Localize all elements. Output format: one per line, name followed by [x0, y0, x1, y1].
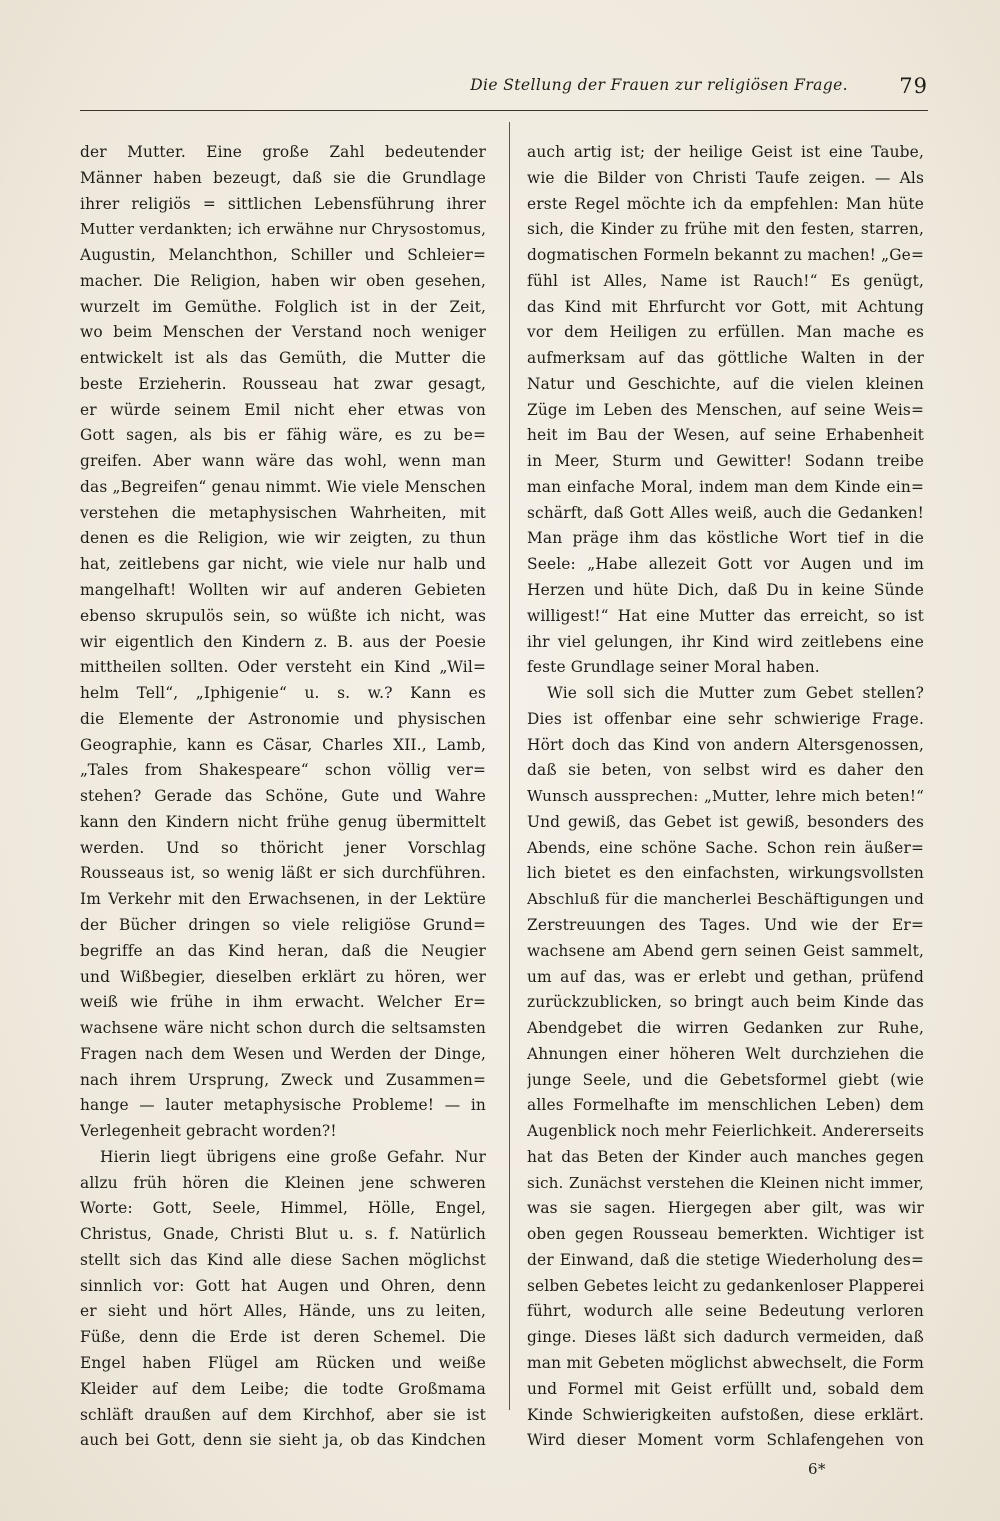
text-line: der Bücher dringen so viele religiöse Grund= — [80, 915, 486, 934]
text-line: Verlegenheit gebracht worden?! — [80, 1122, 337, 1141]
text-line: und Formel mit Geist erfüllt und, sobald dem — [527, 1379, 924, 1398]
text-line: lich bietet es den einfachsten, wirkungsvollsten — [527, 864, 924, 883]
text-line: selben Gebetes leicht zu gedankenloser Plapperei — [527, 1276, 924, 1295]
text-line: Zerstreuungen des Tages. Und wie der Er= — [527, 915, 924, 934]
text-line: er würde seinem Emil nicht eher etwas von — [80, 400, 486, 419]
text-line: hange — lauter metaphysische Probleme! — in — [80, 1096, 486, 1115]
text-line: hat, zeitlebens gar nicht, wie viele nur halb und — [80, 555, 486, 574]
text-line: er sieht und hört Alles, Hände, uns zu leiten, — [80, 1302, 486, 1321]
text-line: Züge im Leben des Menschen, auf seine Weis= — [527, 400, 924, 419]
text-line: Mutter verdankten; ich erwähne nur Chrysostomus, — [80, 220, 486, 239]
text-line: Hierin liegt übrigens eine große Gefahr. Nur — [100, 1147, 486, 1166]
page-number: 79 — [899, 74, 928, 98]
text-line: um auf das, was er erlebt und gethan, prüfend — [527, 967, 924, 986]
right-text-column — [527, 140, 924, 1450]
text-line: erste Regel möchte ich da empfehlen: Man hüte — [527, 194, 924, 213]
text-line: „Tales from Shakespeare“ schon völlig ver= — [80, 761, 486, 780]
text-line: Rousseaus ist, so wenig läßt er sich durchführen. — [80, 864, 486, 883]
running-title: Die Stellung der Frauen zur religiösen Frage. — [470, 76, 848, 94]
text-line: stellt sich das Kind alle diese Sachen möglichst — [80, 1250, 486, 1269]
text-line: kann den Kindern nicht frühe genug übermittelt — [80, 812, 486, 831]
text-line: vor dem Heiligen zu erfüllen. Man mache es — [527, 323, 924, 342]
text-line: Abends, eine schöne Sache. Schon rein äußer= — [527, 838, 924, 857]
text-line: Gott sagen, als bis er fähig wäre, es zu be= — [80, 426, 486, 445]
text-line: Worte: Gott, Seele, Himmel, Hölle, Engel, — [80, 1199, 486, 1218]
text-line: greifen. Aber wann wäre das wohl, wenn man — [80, 452, 486, 471]
text-line: stehen? Gerade das Schöne, Gute und Wahre — [80, 787, 486, 806]
text-line: helm Tell“, „Iphigenie“ u. s. w.? Kann es — [80, 684, 486, 703]
text-line: Hört doch das Kind von andern Altersgenossen, — [527, 735, 924, 754]
text-line: führt, wodurch alle seine Bedeutung verloren — [527, 1302, 924, 1321]
text-line: wir eigentlich den Kindern z. B. aus der Poesie — [80, 632, 486, 651]
text-line: aufmerksam auf das göttliche Walten in der — [527, 349, 924, 368]
text-line: Dies ist offenbar eine sehr schwierige Frage. — [527, 709, 924, 728]
text-line: man mit Gebeten möglichst abwechselt, die Form — [527, 1353, 924, 1372]
text-line: mangelhaft! Wollten wir auf anderen Gebieten — [80, 581, 486, 600]
text-line: ginge. Dieses läßt sich dadurch vermeiden, daß — [527, 1328, 924, 1347]
text-line: Herzen und hüte Dich, daß Du in keine Sünde — [527, 581, 924, 600]
text-line: alles Formelhafte im menschlichen Leben) dem — [527, 1096, 924, 1115]
text-line: dogmatischen Formeln bekannt zu machen! „Ge= — [527, 246, 924, 265]
text-line: allzu früh hören die Kleinen jene schweren — [80, 1173, 486, 1192]
text-line: Christus, Gnade, Christi Blut u. s. f. Natürlich — [80, 1225, 486, 1244]
text-line: macher. Die Religion, haben wir oben gesehen, — [80, 271, 486, 290]
text-line: ebenso skrupulös sein, so wüßte ich nicht, was — [80, 606, 486, 625]
text-line: sich. Zunächst verstehen die Kleinen nicht immer, — [527, 1173, 924, 1192]
text-line: Und gewiß, das Gebet ist gewiß, besonders des — [527, 812, 924, 831]
text-line: oben gegen Rousseau bemerkten. Wichtiger ist — [527, 1225, 924, 1244]
text-line: Wunsch aussprechen: „Mutter, lehre mich beten!“ — [527, 787, 924, 806]
text-line: Abschluß für die mancherlei Beschäftigungen und — [527, 890, 924, 909]
text-line: zurückzublicken, so bringt auch beim Kinde das — [527, 993, 924, 1012]
text-line: junge Seele, und die Gebetsformel giebt (wie — [527, 1070, 924, 1089]
text-line: heit im Bau der Wesen, auf seine Erhabenheit — [527, 426, 924, 445]
text-line: nach ihrem Ursprung, Zweck und Zusammen= — [80, 1070, 486, 1089]
text-line: auch artig ist; der heilige Geist ist eine Taube, — [527, 143, 924, 161]
text-line: Augenblick noch mehr Feierlichkeit. Andererseits — [527, 1122, 924, 1141]
text-line: Männer haben bezeugt, daß sie die Grundlage — [80, 168, 486, 187]
left-text-column — [80, 140, 486, 1450]
text-line: ihr viel gelungen, ihr Kind wird zeitlebens eine — [527, 632, 924, 651]
text-line: werden. Und so thöricht jener Vorschlag — [80, 838, 486, 857]
text-line: Wird dieser Moment vorm Schlafengehen von — [527, 1431, 924, 1450]
text-line: schärft, daß Gott Alles weiß, auch die Gedanken! — [527, 503, 924, 522]
text-line: beste Erzieherin. Rousseau hat zwar gesagt, — [80, 374, 486, 393]
text-line: begriffe an das Kind heran, daß die Neugier — [80, 941, 486, 960]
text-line: Man präge ihm das köstliche Wort tief in die — [527, 529, 924, 548]
text-line: hat das Beten der Kinder auch manches gegen — [527, 1147, 924, 1166]
text-line: Natur und Geschichte, auf die vielen kleinen — [527, 374, 924, 393]
text-line: daß sie beten, von selbst wird es daher den — [527, 761, 924, 780]
text-line: Abendgebet die wirren Gedanken zur Ruhe, — [527, 1019, 924, 1038]
text-line: ihrer religiös = sittlichen Lebensführung ihrer — [80, 194, 486, 213]
text-line: fühl ist Alles, Name ist Rauch!“ Es genügt, — [527, 271, 924, 290]
text-line: Füße, denn die Erde ist deren Schemel. Die — [80, 1328, 486, 1347]
text-line: Im Verkehr mit den Erwachsenen, in der Lektüre — [80, 890, 486, 909]
signature-mark: 6* — [808, 1460, 827, 1478]
column-divider — [509, 122, 510, 1410]
text-line: Seele: „Habe allezeit Gott vor Augen und im — [527, 555, 924, 574]
text-line: sinnlich vor: Gott hat Augen und Ohren, denn — [80, 1276, 486, 1295]
text-line: weiß wie frühe in ihm erwacht. Welcher Er= — [80, 993, 486, 1012]
text-line: wie die Bilder von Christi Taufe zeigen. — Als — [527, 168, 924, 187]
text-line: wachsene wäre nicht schon durch die seltsamsten — [80, 1019, 486, 1038]
text-line: feste Grundlage seiner Moral haben. — [527, 658, 820, 677]
text-line: Ahnungen einer höheren Welt durchziehen die — [527, 1044, 924, 1063]
text-line: Fragen nach dem Wesen und Werden der Dinge, — [80, 1044, 486, 1063]
text-line: die Elemente der Astronomie und physischen — [80, 709, 486, 728]
text-line: in Meer, Sturm und Gewitter! Sodann treibe — [527, 452, 924, 471]
header-rule — [80, 110, 928, 111]
text-line: Geographie, kann es Cäsar, Charles XII., Lamb, — [80, 735, 486, 754]
page-header — [80, 72, 928, 106]
text-line: Augustin, Melanchthon, Schiller und Schleier= — [80, 246, 486, 265]
text-line: schläft draußen auf dem Kirchhof, aber sie ist — [80, 1405, 486, 1424]
text-line: der Mutter. Eine große Zahl bedeutender — [80, 143, 486, 161]
text-line: der Einwand, daß die stetige Wiederholung des= — [527, 1250, 924, 1269]
text-line: wo beim Menschen der Verstand noch weniger — [80, 323, 486, 342]
text-line: wurzelt im Gemüthe. Folglich ist in der Zeit, — [80, 297, 486, 316]
text-line: Kleider auf dem Leibe; die todte Großmama — [80, 1379, 486, 1398]
text-line: Kinde Schwierigkeiten aufstoßen, diese erklärt. — [527, 1405, 924, 1424]
text-line: Wie soll sich die Mutter zum Gebet stellen? — [547, 684, 924, 703]
text-line: man einfache Moral, indem man dem Kinde ein= — [527, 477, 924, 496]
text-line: und Wißbegier, dieselben erklärt zu hören, wer — [80, 967, 486, 986]
text-line: was sie sagen. Hiergegen aber gilt, was wir — [527, 1199, 924, 1218]
text-line: wachsene am Abend gern seinen Geist sammelt, — [527, 941, 924, 960]
text-line: verstehen die metaphysischen Wahrheiten, mit — [80, 503, 486, 522]
text-line: das Kind mit Ehrfurcht vor Gott, mit Achtung — [527, 297, 924, 316]
text-line: das „Begreifen“ genau nimmt. Wie viele Menschen — [80, 477, 486, 496]
text-line: auch bei Gott, denn sie sieht ja, ob das Kindchen — [80, 1431, 486, 1450]
text-line: mittheilen sollten. Oder versteht ein Kind „Wil= — [80, 658, 486, 677]
text-line: Engel haben Flügel am Rücken und weiße — [80, 1353, 486, 1372]
text-line: sich, die Kinder zu frühe mit den festen, starren, — [527, 220, 924, 239]
text-line: entwickelt ist als das Gemüth, die Mutter die — [80, 349, 486, 368]
text-line: willigest!“ Hat eine Mutter das erreicht, so ist — [527, 606, 924, 625]
text-line: denen es die Religion, wie wir zeigten, zu thun — [80, 529, 486, 548]
